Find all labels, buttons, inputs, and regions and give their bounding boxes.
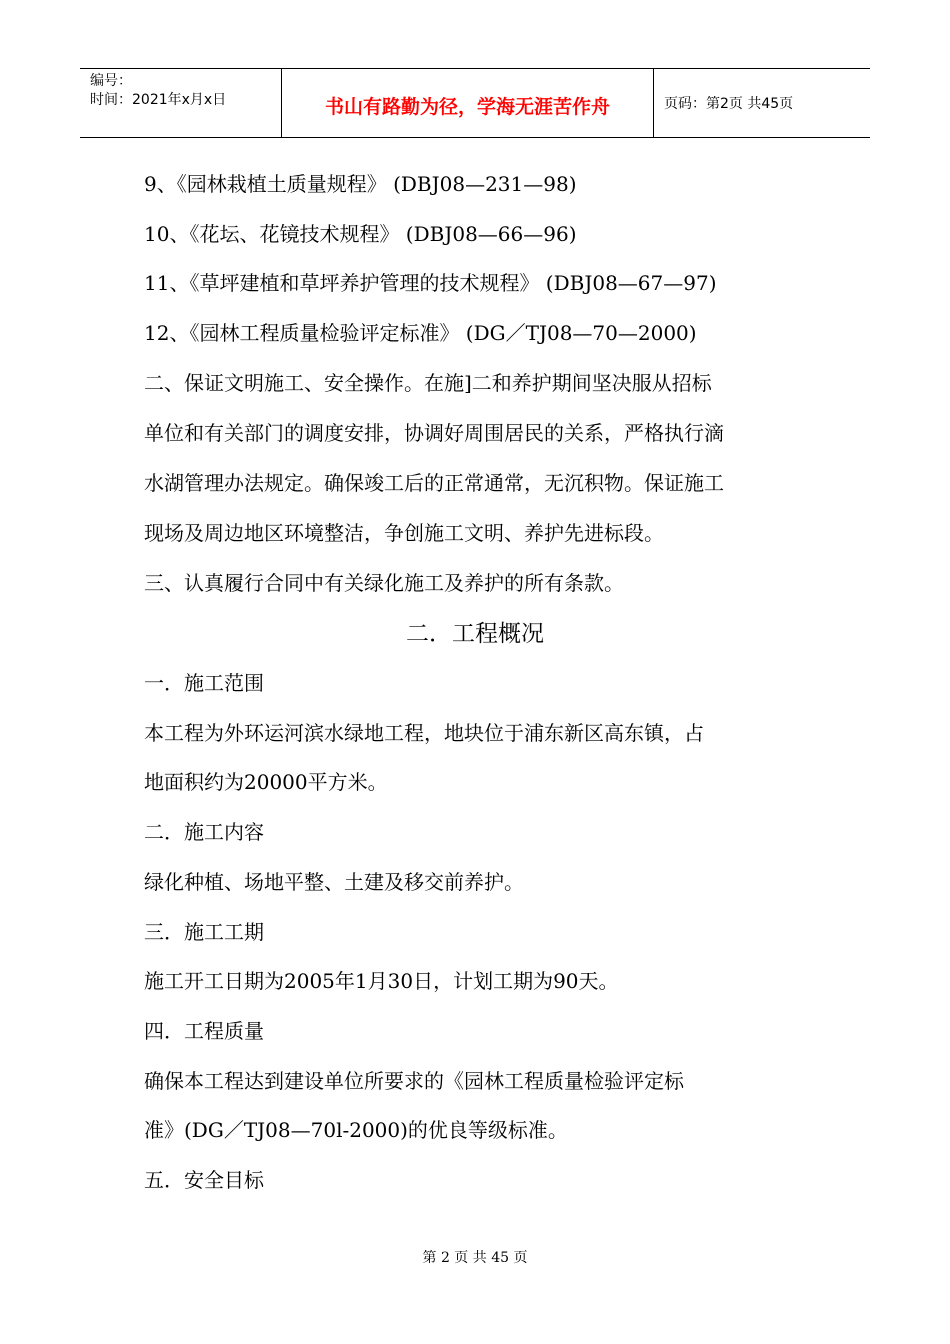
standard-item: 9、《园林栽植土质量规程》 (DBJ08—231—98) [144, 172, 577, 196]
paragraph-line: 施工开工日期为2005年1月30日，计划工期为90天。 [144, 969, 619, 993]
paragraph-line: 本工程为外环运河滨水绿地工程，地块位于浦东新区高东镇，占 [144, 721, 704, 745]
page-footer: 第 2 页 共 45 页 [422, 1250, 528, 1266]
subsection-title: 四．工程质量 [144, 1019, 264, 1043]
paragraph-line: 水湖管理办法规定。确保竣工后的正常通常，无沉积物。保证施工 [144, 471, 724, 495]
paragraph-line: 二、保证文明施工、安全操作。在施]二和养护期间坚决服从招标 [144, 371, 712, 395]
section-title: 二．工程概况 [406, 621, 544, 647]
standard-item: 10、《花坛、花镜技术规程》 (DBJ08—66—96) [144, 222, 577, 246]
header-page-info: 页码：第2页 共45页 [664, 96, 794, 112]
header-meta-cell [80, 69, 282, 137]
standard-item: 12、《园林工程质量检验评定标准》 (DG／TJ08—70—2000) [144, 321, 697, 345]
paragraph-line: 三、认真履行合同中有关绿化施工及养护的所有条款。 [144, 571, 624, 595]
paragraph-line: 单位和有关部门的调度安排，协调好周围居民的关系，严格执行滴 [144, 421, 724, 445]
standard-item: 11、《草坪建植和草坪养护管理的技术规程》 (DBJ08—67—97) [144, 271, 717, 295]
subsection-title: 二．施工内容 [144, 820, 264, 844]
document-number-label: 编号： [90, 73, 132, 89]
subsection-title: 五．安全目标 [144, 1168, 264, 1192]
paragraph-line: 地面积约为20000平方米。 [144, 770, 388, 794]
paragraph-line: 绿化种植、场地平整、土建及移交前养护。 [144, 870, 524, 894]
paragraph-line: 准》(DG／TJ08—70l-2000)的优良等级标准。 [144, 1118, 568, 1142]
document-header [80, 68, 870, 138]
paragraph-line: 确保本工程达到建设单位所要求的《园林工程质量检验评定标 [144, 1069, 684, 1093]
header-motto-cell [282, 69, 654, 137]
paragraph-line: 现场及周边地区环境整洁，争创施工文明、养护先进标段。 [144, 521, 664, 545]
header-motto: 书山有路勤为径，学海无涯苦作舟 [324, 95, 610, 118]
subsection-title: 三．施工工期 [144, 920, 264, 944]
subsection-title: 一．施工范围 [144, 671, 264, 695]
header-page-cell [654, 69, 870, 137]
document-date-label: 时间：2021年x月x日 [90, 92, 227, 108]
